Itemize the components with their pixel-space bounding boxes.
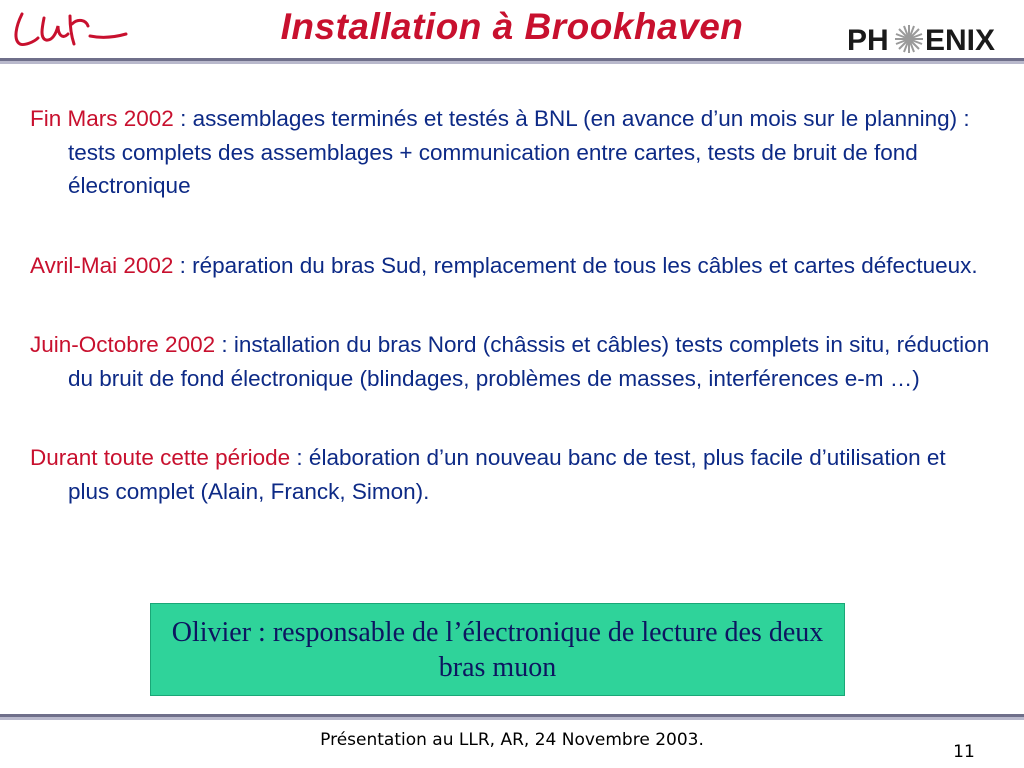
bullet-list — [30, 102, 990, 554]
item-date: Juin-Octobre 2002 — [30, 332, 216, 357]
list-item — [30, 441, 990, 508]
list-item — [30, 249, 990, 283]
list-item — [30, 328, 990, 395]
item-date: Durant toute cette période — [30, 445, 291, 470]
item-date: Avril-Mai 2002 — [30, 252, 174, 278]
item-text: : élaboration d’un nouveau banc de test, plus facile d’utilisation et plus complet (Alain, Franck, Simon). — [68, 445, 946, 504]
phenix-logo — [845, 18, 1013, 58]
callout-box — [150, 603, 845, 696]
callout-text: Olivier : responsable de l’électronique de lecture des deux bras muon — [171, 616, 824, 683]
item-text: : assemblages terminés et testés à BNL (en avance d’un mois sur le planning) : tests complets des assemblages + communication entre cartes, tests de bruit de fond électronique — [68, 106, 970, 198]
slide-title: Installation à Brookhaven — [280, 6, 744, 47]
header-divider — [0, 58, 1024, 64]
footer-divider — [0, 714, 1024, 720]
svg-text:ENIX: ENIX — [925, 24, 996, 57]
svg-text:PH: PH — [847, 24, 889, 57]
list-item — [30, 102, 990, 203]
item-text: : installation du bras Nord (châssis et câbles) tests complets in situ, réduction du bruit de fond électronique (blindages, problèmes de masses, interférences e-m …) — [68, 332, 990, 391]
footer-text: Présentation au LLR, AR, 24 Novembre 2003. — [320, 730, 704, 750]
item-text: : réparation du bras Sud, remplacement de tous les câbles et cartes défectueux. — [173, 252, 978, 278]
item-date: Fin Mars 2002 — [30, 106, 174, 131]
slide-number: 11 — [953, 742, 975, 762]
